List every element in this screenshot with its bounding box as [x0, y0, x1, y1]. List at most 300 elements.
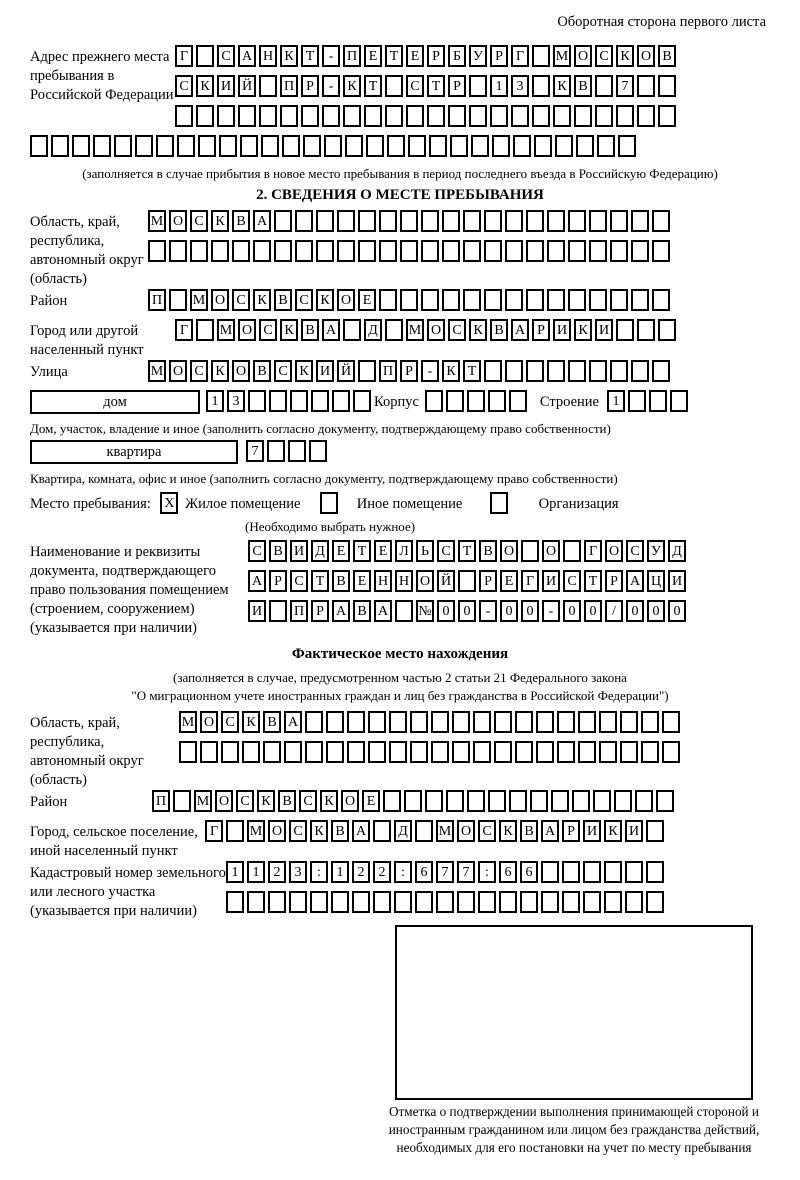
char-cell[interactable]: [358, 240, 376, 262]
char-cell[interactable]: [484, 240, 502, 262]
char-cell[interactable]: [219, 135, 237, 157]
char-cell[interactable]: [404, 790, 422, 812]
prev-address-row-1[interactable]: [175, 45, 679, 75]
stroenie-cells[interactable]: [607, 390, 691, 409]
char-cell[interactable]: О: [169, 210, 187, 232]
char-cell[interactable]: [625, 891, 643, 913]
char-cell[interactable]: [322, 105, 340, 127]
char-cell[interactable]: И: [553, 319, 571, 341]
char-cell[interactable]: [578, 711, 596, 733]
char-cell[interactable]: В: [274, 289, 292, 311]
char-cell[interactable]: К: [553, 75, 571, 97]
char-cell[interactable]: 7: [246, 440, 264, 462]
char-cell[interactable]: 7: [616, 75, 634, 97]
char-cell[interactable]: [436, 891, 454, 913]
char-cell[interactable]: [427, 105, 445, 127]
char-cell[interactable]: С: [437, 540, 455, 562]
char-cell[interactable]: [169, 289, 187, 311]
char-cell[interactable]: [658, 319, 676, 341]
char-cell[interactable]: [373, 820, 391, 842]
char-cell[interactable]: 1: [226, 861, 244, 883]
char-cell[interactable]: [488, 390, 506, 412]
char-cell[interactable]: [637, 105, 655, 127]
char-cell[interactable]: [530, 790, 548, 812]
char-cell[interactable]: П: [148, 289, 166, 311]
char-cell[interactable]: Е: [364, 45, 382, 67]
char-cell[interactable]: К: [211, 360, 229, 382]
char-cell[interactable]: [226, 891, 244, 913]
document-row-3[interactable]: [248, 600, 689, 630]
char-cell[interactable]: А: [248, 570, 266, 592]
char-cell[interactable]: [662, 741, 680, 763]
char-cell[interactable]: [238, 105, 256, 127]
char-cell[interactable]: [532, 75, 550, 97]
char-cell[interactable]: Й: [437, 570, 455, 592]
char-cell[interactable]: [578, 741, 596, 763]
char-cell[interactable]: [652, 360, 670, 382]
prev-address-row-4[interactable]: [30, 135, 770, 165]
char-cell[interactable]: 2: [352, 861, 370, 883]
char-cell[interactable]: [473, 711, 491, 733]
char-cell[interactable]: [410, 741, 428, 763]
char-cell[interactable]: 0: [458, 600, 476, 622]
char-cell[interactable]: М: [190, 289, 208, 311]
char-cell[interactable]: [410, 711, 428, 733]
char-cell[interactable]: [583, 891, 601, 913]
char-cell[interactable]: 3: [511, 75, 529, 97]
char-cell[interactable]: [450, 135, 468, 157]
s2-street-row[interactable]: [148, 360, 673, 390]
char-cell[interactable]: [421, 240, 439, 262]
char-cell[interactable]: [652, 240, 670, 262]
char-cell[interactable]: [463, 289, 481, 311]
char-cell[interactable]: [484, 360, 502, 382]
char-cell[interactable]: [484, 289, 502, 311]
char-cell[interactable]: К: [469, 319, 487, 341]
char-cell[interactable]: [610, 210, 628, 232]
char-cell[interactable]: Р: [562, 820, 580, 842]
char-cell[interactable]: Т: [353, 540, 371, 562]
char-cell[interactable]: [274, 210, 292, 232]
char-cell[interactable]: [93, 135, 111, 157]
char-cell[interactable]: [568, 210, 586, 232]
char-cell[interactable]: [200, 741, 218, 763]
char-cell[interactable]: В: [353, 600, 371, 622]
char-cell[interactable]: [196, 105, 214, 127]
char-cell[interactable]: [505, 210, 523, 232]
char-cell[interactable]: [526, 289, 544, 311]
char-cell[interactable]: К: [196, 75, 214, 97]
char-cell[interactable]: [72, 135, 90, 157]
char-cell[interactable]: А: [322, 319, 340, 341]
char-cell[interactable]: Е: [374, 540, 392, 562]
char-cell[interactable]: И: [248, 600, 266, 622]
char-cell[interactable]: [604, 861, 622, 883]
char-cell[interactable]: [135, 135, 153, 157]
char-cell[interactable]: В: [490, 319, 508, 341]
char-cell[interactable]: 3: [289, 861, 307, 883]
char-cell[interactable]: С: [259, 319, 277, 341]
s2-city-row[interactable]: [175, 319, 679, 349]
char-cell[interactable]: Е: [358, 289, 376, 311]
char-cell[interactable]: Н: [259, 45, 277, 67]
char-cell[interactable]: [175, 105, 193, 127]
char-cell[interactable]: [658, 105, 676, 127]
char-cell[interactable]: Д: [394, 820, 412, 842]
char-cell[interactable]: [366, 135, 384, 157]
char-cell[interactable]: [610, 289, 628, 311]
char-cell[interactable]: [515, 741, 533, 763]
char-cell[interactable]: О: [211, 289, 229, 311]
char-cell[interactable]: [431, 711, 449, 733]
char-cell[interactable]: [536, 711, 554, 733]
char-cell[interactable]: [156, 135, 174, 157]
char-cell[interactable]: И: [583, 820, 601, 842]
al-city-row[interactable]: [205, 820, 667, 850]
char-cell[interactable]: [631, 360, 649, 382]
char-cell[interactable]: М: [148, 360, 166, 382]
char-cell[interactable]: В: [658, 45, 676, 67]
char-cell[interactable]: 3: [227, 390, 245, 412]
char-cell[interactable]: [656, 790, 674, 812]
char-cell[interactable]: [463, 210, 481, 232]
char-cell[interactable]: Р: [301, 75, 319, 97]
char-cell[interactable]: [269, 600, 287, 622]
char-cell[interactable]: [467, 790, 485, 812]
char-cell[interactable]: [353, 390, 371, 412]
char-cell[interactable]: С: [563, 570, 581, 592]
char-cell[interactable]: О: [238, 319, 256, 341]
char-cell[interactable]: [431, 741, 449, 763]
char-cell[interactable]: [610, 360, 628, 382]
char-cell[interactable]: Г: [175, 45, 193, 67]
char-cell[interactable]: [415, 820, 433, 842]
char-cell[interactable]: [616, 105, 634, 127]
char-cell[interactable]: М: [247, 820, 265, 842]
char-cell[interactable]: [442, 240, 460, 262]
char-cell[interactable]: Г: [205, 820, 223, 842]
char-cell[interactable]: [616, 319, 634, 341]
char-cell[interactable]: С: [175, 75, 193, 97]
char-cell[interactable]: 2: [373, 861, 391, 883]
char-cell[interactable]: [274, 240, 292, 262]
char-cell[interactable]: В: [263, 711, 281, 733]
char-cell[interactable]: 0: [500, 600, 518, 622]
char-cell[interactable]: [379, 289, 397, 311]
char-cell[interactable]: К: [316, 289, 334, 311]
char-cell[interactable]: К: [295, 360, 313, 382]
char-cell[interactable]: [400, 289, 418, 311]
char-cell[interactable]: [408, 135, 426, 157]
char-cell[interactable]: [446, 790, 464, 812]
char-cell[interactable]: [646, 891, 664, 913]
char-cell[interactable]: -: [322, 75, 340, 97]
char-cell[interactable]: [148, 240, 166, 262]
char-cell[interactable]: Т: [364, 75, 382, 97]
char-cell[interactable]: [631, 240, 649, 262]
char-cell[interactable]: 0: [647, 600, 665, 622]
char-cell[interactable]: С: [274, 360, 292, 382]
house-cells[interactable]: [206, 390, 374, 409]
char-cell[interactable]: [494, 711, 512, 733]
char-cell[interactable]: К: [320, 790, 338, 812]
char-cell[interactable]: [387, 135, 405, 157]
document-row-1[interactable]: [248, 540, 689, 570]
char-cell[interactable]: Т: [584, 570, 602, 592]
char-cell[interactable]: П: [379, 360, 397, 382]
char-cell[interactable]: [114, 135, 132, 157]
char-cell[interactable]: 0: [521, 600, 539, 622]
char-cell[interactable]: [347, 741, 365, 763]
char-cell[interactable]: П: [152, 790, 170, 812]
char-cell[interactable]: К: [242, 711, 260, 733]
char-cell[interactable]: М: [553, 45, 571, 67]
char-cell[interactable]: [383, 790, 401, 812]
char-cell[interactable]: [646, 861, 664, 883]
char-cell[interactable]: В: [331, 820, 349, 842]
char-cell[interactable]: :: [478, 861, 496, 883]
char-cell[interactable]: :: [310, 861, 328, 883]
char-cell[interactable]: Б: [448, 45, 466, 67]
char-cell[interactable]: [421, 289, 439, 311]
char-cell[interactable]: [505, 289, 523, 311]
char-cell[interactable]: Н: [395, 570, 413, 592]
char-cell[interactable]: №: [416, 600, 434, 622]
char-cell[interactable]: Р: [427, 45, 445, 67]
char-cell[interactable]: В: [278, 790, 296, 812]
char-cell[interactable]: С: [295, 289, 313, 311]
char-cell[interactable]: 1: [206, 390, 224, 412]
char-cell[interactable]: [242, 741, 260, 763]
char-cell[interactable]: [326, 741, 344, 763]
char-cell[interactable]: [368, 741, 386, 763]
char-cell[interactable]: О: [337, 289, 355, 311]
char-cell[interactable]: [484, 210, 502, 232]
char-cell[interactable]: [30, 135, 48, 157]
char-cell[interactable]: О: [268, 820, 286, 842]
char-cell[interactable]: [295, 240, 313, 262]
char-cell[interactable]: К: [211, 210, 229, 232]
char-cell[interactable]: Е: [406, 45, 424, 67]
char-cell[interactable]: [311, 390, 329, 412]
char-cell[interactable]: О: [542, 540, 560, 562]
char-cell[interactable]: Г: [511, 45, 529, 67]
char-cell[interactable]: [406, 105, 424, 127]
char-cell[interactable]: О: [500, 540, 518, 562]
char-cell[interactable]: Д: [364, 319, 382, 341]
char-cell[interactable]: 1: [247, 861, 265, 883]
char-cell[interactable]: [389, 711, 407, 733]
al-cadastre-row-1[interactable]: [226, 861, 667, 891]
s2-region-row-2[interactable]: [148, 240, 673, 270]
char-cell[interactable]: [513, 135, 531, 157]
char-cell[interactable]: [568, 360, 586, 382]
al-district-row[interactable]: [152, 790, 677, 820]
char-cell[interactable]: С: [290, 570, 308, 592]
char-cell[interactable]: Р: [490, 45, 508, 67]
char-cell[interactable]: [574, 105, 592, 127]
char-cell[interactable]: [547, 289, 565, 311]
char-cell[interactable]: Р: [479, 570, 497, 592]
char-cell[interactable]: [505, 360, 523, 382]
char-cell[interactable]: [232, 240, 250, 262]
char-cell[interactable]: Р: [311, 600, 329, 622]
char-cell[interactable]: [425, 390, 443, 412]
char-cell[interactable]: [196, 45, 214, 67]
char-cell[interactable]: [494, 741, 512, 763]
al-cadastre-row-2[interactable]: [226, 891, 667, 921]
char-cell[interactable]: [509, 790, 527, 812]
char-cell[interactable]: [309, 440, 327, 462]
char-cell[interactable]: А: [626, 570, 644, 592]
char-cell[interactable]: [593, 790, 611, 812]
char-cell[interactable]: [385, 105, 403, 127]
char-cell[interactable]: [520, 891, 538, 913]
char-cell[interactable]: Р: [532, 319, 550, 341]
char-cell[interactable]: [305, 741, 323, 763]
char-cell[interactable]: [589, 360, 607, 382]
char-cell[interactable]: [248, 390, 266, 412]
char-cell[interactable]: К: [604, 820, 622, 842]
char-cell[interactable]: А: [352, 820, 370, 842]
char-cell[interactable]: Т: [458, 540, 476, 562]
document-row-2[interactable]: [248, 570, 689, 600]
char-cell[interactable]: Е: [500, 570, 518, 592]
char-cell[interactable]: [347, 711, 365, 733]
char-cell[interactable]: П: [280, 75, 298, 97]
char-cell[interactable]: И: [668, 570, 686, 592]
char-cell[interactable]: [620, 741, 638, 763]
char-cell[interactable]: [343, 105, 361, 127]
char-cell[interactable]: 0: [563, 600, 581, 622]
char-cell[interactable]: [547, 360, 565, 382]
char-cell[interactable]: А: [238, 45, 256, 67]
char-cell[interactable]: [628, 390, 646, 412]
char-cell[interactable]: [337, 240, 355, 262]
char-cell[interactable]: [618, 135, 636, 157]
char-cell[interactable]: 6: [499, 861, 517, 883]
char-cell[interactable]: Й: [337, 360, 355, 382]
char-cell[interactable]: Р: [448, 75, 466, 97]
char-cell[interactable]: К: [442, 360, 460, 382]
char-cell[interactable]: О: [637, 45, 655, 67]
char-cell[interactable]: [488, 790, 506, 812]
korpus-cells[interactable]: [425, 390, 530, 406]
char-cell[interactable]: 7: [436, 861, 454, 883]
char-cell[interactable]: [534, 135, 552, 157]
char-cell[interactable]: Е: [332, 540, 350, 562]
char-cell[interactable]: А: [284, 711, 302, 733]
char-cell[interactable]: [526, 240, 544, 262]
char-cell[interactable]: [547, 240, 565, 262]
char-cell[interactable]: [478, 891, 496, 913]
char-cell[interactable]: С: [190, 210, 208, 232]
char-cell[interactable]: [448, 105, 466, 127]
char-cell[interactable]: И: [595, 319, 613, 341]
char-cell[interactable]: [662, 711, 680, 733]
char-cell[interactable]: Г: [175, 319, 193, 341]
char-cell[interactable]: [597, 135, 615, 157]
char-cell[interactable]: М: [194, 790, 212, 812]
char-cell[interactable]: [536, 741, 554, 763]
char-cell[interactable]: Т: [463, 360, 481, 382]
char-cell[interactable]: [641, 741, 659, 763]
char-cell[interactable]: 0: [584, 600, 602, 622]
char-cell[interactable]: Т: [301, 45, 319, 67]
char-cell[interactable]: А: [511, 319, 529, 341]
char-cell[interactable]: К: [257, 790, 275, 812]
char-cell[interactable]: [263, 741, 281, 763]
char-cell[interactable]: В: [269, 540, 287, 562]
char-cell[interactable]: [499, 891, 517, 913]
char-cell[interactable]: [173, 790, 191, 812]
char-cell[interactable]: Ь: [416, 540, 434, 562]
char-cell[interactable]: [394, 891, 412, 913]
char-cell[interactable]: [492, 135, 510, 157]
char-cell[interactable]: [425, 790, 443, 812]
char-cell[interactable]: 6: [520, 861, 538, 883]
char-cell[interactable]: [316, 240, 334, 262]
prev-address-row-3[interactable]: [175, 105, 679, 135]
char-cell[interactable]: [599, 711, 617, 733]
char-cell[interactable]: О: [427, 319, 445, 341]
char-cell[interactable]: [589, 210, 607, 232]
char-cell[interactable]: [469, 105, 487, 127]
char-cell[interactable]: [177, 135, 195, 157]
char-cell[interactable]: [595, 105, 613, 127]
char-cell[interactable]: М: [179, 711, 197, 733]
char-cell[interactable]: [589, 240, 607, 262]
char-cell[interactable]: С: [190, 360, 208, 382]
checkbox-zhiloe[interactable]: X: [160, 492, 178, 514]
char-cell[interactable]: Г: [521, 570, 539, 592]
char-cell[interactable]: [221, 741, 239, 763]
char-cell[interactable]: [576, 135, 594, 157]
char-cell[interactable]: К: [343, 75, 361, 97]
char-cell[interactable]: О: [215, 790, 233, 812]
char-cell[interactable]: [415, 891, 433, 913]
char-cell[interactable]: 0: [626, 600, 644, 622]
char-cell[interactable]: :: [394, 861, 412, 883]
char-cell[interactable]: [316, 210, 334, 232]
char-cell[interactable]: [259, 75, 277, 97]
char-cell[interactable]: [557, 711, 575, 733]
char-cell[interactable]: С: [232, 289, 250, 311]
char-cell[interactable]: [331, 891, 349, 913]
char-cell[interactable]: Т: [385, 45, 403, 67]
char-cell[interactable]: С: [626, 540, 644, 562]
char-cell[interactable]: [646, 820, 664, 842]
char-cell[interactable]: [509, 390, 527, 412]
char-cell[interactable]: [490, 105, 508, 127]
char-cell[interactable]: [400, 240, 418, 262]
char-cell[interactable]: [190, 240, 208, 262]
char-cell[interactable]: [198, 135, 216, 157]
char-cell[interactable]: [568, 240, 586, 262]
char-cell[interactable]: [595, 75, 613, 97]
char-cell[interactable]: Р: [400, 360, 418, 382]
char-cell[interactable]: [568, 289, 586, 311]
char-cell[interactable]: [452, 711, 470, 733]
char-cell[interactable]: [385, 319, 403, 341]
prev-address-row-2[interactable]: [175, 75, 679, 105]
char-cell[interactable]: /: [605, 600, 623, 622]
char-cell[interactable]: [385, 75, 403, 97]
char-cell[interactable]: [442, 289, 460, 311]
char-cell[interactable]: [326, 711, 344, 733]
char-cell[interactable]: [652, 289, 670, 311]
char-cell[interactable]: М: [406, 319, 424, 341]
